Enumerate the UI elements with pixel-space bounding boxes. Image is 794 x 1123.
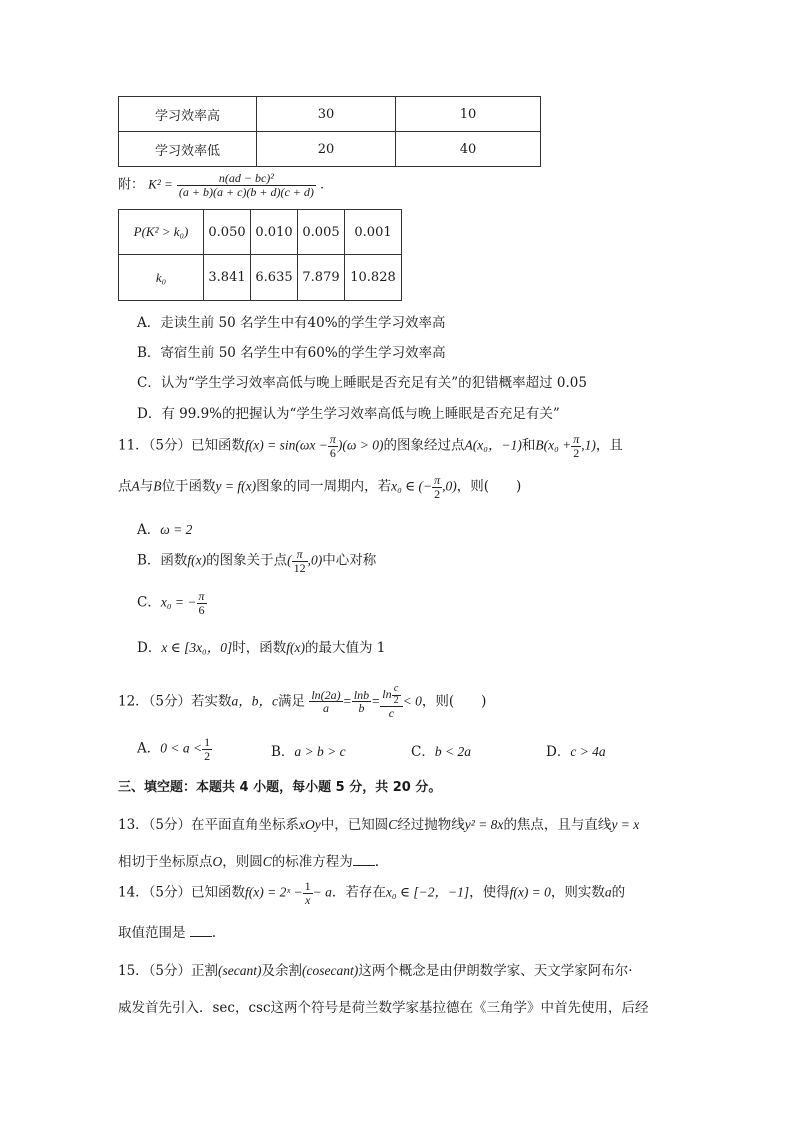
one-over-x <box>303 880 313 906</box>
cell-value: 20 <box>257 132 396 167</box>
q15-c: 这两个概念是由伊朗数学家、天文学家阿布尔· <box>358 963 633 979</box>
opt-math: x₀ = − <box>160 594 197 610</box>
opt-label: A． <box>137 740 161 757</box>
frac-den: 12 <box>293 560 306 575</box>
q11-stem-line1 <box>118 433 623 459</box>
q11-l2-mid: 位于函数 <box>161 478 216 495</box>
opt-tail: 中心对称 <box>322 552 377 569</box>
opt-label: A． <box>137 522 161 538</box>
section-heading: 三、填空题：本题共 4 小题，每小题 5 分，共 20 分。 <box>118 780 442 795</box>
pi-over-2 <box>432 474 442 500</box>
opt-math: 0 < a < <box>160 740 203 756</box>
opt-label: B． <box>271 744 295 760</box>
opt-math: a > b > c <box>294 744 346 759</box>
func-b: − a <box>312 884 332 900</box>
opt-mid: 时，函数 <box>232 640 287 656</box>
q11-option-d <box>137 636 385 656</box>
formula-lhs: K² = <box>148 176 173 192</box>
point-b-pre: B(x₀ + <box>535 437 572 453</box>
q11-yu: 与 <box>139 478 154 495</box>
x0-range: x₀ ∈ [−2，−1] <box>385 884 470 900</box>
section-title <box>118 776 441 795</box>
q14-line2 <box>118 921 216 941</box>
formula-numerator: n(ad − bc)² <box>218 171 274 185</box>
q14-a: 14．（5分）已知函数 <box>118 884 246 901</box>
opt-tail: 的最大值为 1 <box>305 640 386 656</box>
opt-math: c > 4a <box>570 744 606 759</box>
frac-den: 2 <box>571 446 581 460</box>
q11-l2-pre: 点 <box>118 478 132 495</box>
pi-over-6 <box>197 590 207 616</box>
k-value: 10.828 <box>345 255 402 301</box>
frac-den: a <box>309 701 342 715</box>
q11-and: 和 <box>521 437 536 454</box>
q15-b: 及余割 <box>261 963 303 979</box>
q11-option-a <box>137 518 192 538</box>
q12-stem <box>118 684 486 720</box>
frac-num: 1 <box>304 879 311 893</box>
opt-label: B．函数 <box>137 552 188 569</box>
circle-c: C <box>262 854 272 869</box>
origin-o: O <box>212 854 223 869</box>
k2-formula <box>118 172 324 198</box>
frac-lnc2 <box>380 684 402 720</box>
q10-option-d: D．有 99.9%的把握认为“学生学习效率高低与晚上睡眠是否充足有关” <box>137 406 560 422</box>
cell-value: 10 <box>396 97 541 132</box>
table-row <box>119 132 541 167</box>
frac-num: π <box>573 432 580 446</box>
opt-label: C． <box>137 594 161 611</box>
point-b-post: ,1) <box>581 437 596 453</box>
frac-den: c <box>380 706 402 720</box>
q14-d: ，则实数 <box>550 884 605 901</box>
efficiency-table <box>118 96 541 167</box>
row-label: 学习效率低 <box>119 132 257 167</box>
k-value: 6.635 <box>251 255 298 301</box>
q12-mid: 满足 <box>278 693 306 710</box>
q11-cond: )(ω > 0) <box>337 437 384 453</box>
q11-option-c <box>137 590 207 616</box>
cell-value: 30 <box>257 97 396 132</box>
pi-over-6 <box>328 433 338 459</box>
opt-math: x ∈ [3x₀，0] <box>161 640 233 655</box>
q12-prefix: 12．（5分）若实数 <box>118 693 232 710</box>
q10-option-c: C．认为“学生学习效率高低与晚上睡眠是否充足有关”的犯错概率超过 0.05 <box>137 375 587 391</box>
ln: ln <box>382 686 392 701</box>
x0-in: x₀ ∈ (− <box>391 478 433 494</box>
one-half <box>202 736 212 762</box>
q10-option-b: B．寄宿生前 50 名学生中有60%的学生学习效率高 <box>137 345 446 361</box>
appendix-label: 附： <box>118 177 145 193</box>
formula-end: . <box>320 177 325 193</box>
frac-den: b <box>352 701 371 715</box>
cell-value: 40 <box>396 132 541 167</box>
table-row <box>119 255 402 301</box>
opt-mid: 的图象关于点 <box>206 552 288 569</box>
q15-a: 15．（5分）正割 <box>118 963 219 979</box>
fx-eq-0: f(x) = 0 <box>509 884 551 900</box>
c-over-2 <box>392 684 401 706</box>
frac-den: 6 <box>197 603 207 617</box>
q12-option-a <box>137 736 212 762</box>
opt-label: D． <box>546 744 571 760</box>
paren-close: ,0) <box>307 552 323 568</box>
frac-num: lnb <box>353 687 370 702</box>
row-label: 学习效率高 <box>119 97 257 132</box>
equals: = <box>371 693 381 709</box>
q13-f: ，则圆 <box>222 854 263 870</box>
opt-math: b < 2a <box>434 744 471 759</box>
q15-line2 <box>118 996 649 1016</box>
q14-f: 取值范围是 <box>118 925 186 941</box>
p-value: 0.001 <box>345 210 402 255</box>
frac-num: 1 <box>204 735 211 749</box>
p-value: 0.050 <box>204 210 251 255</box>
fx: f(x) <box>286 640 305 655</box>
equals: = <box>342 693 352 709</box>
k-value: 3.841 <box>204 255 251 301</box>
p-value: 0.010 <box>251 210 298 255</box>
q13-g: 的标准方程为 <box>271 854 353 870</box>
func-a: f(x) = 2ˣ − <box>245 884 303 900</box>
table-row <box>119 210 402 255</box>
secant: (secant) <box>218 963 262 978</box>
opt-label: C． <box>411 744 435 760</box>
q12-option-d <box>546 740 606 760</box>
q14-line1 <box>118 880 625 906</box>
frac-den: 2 <box>204 748 211 763</box>
q11-mid: 的图象经过点 <box>383 437 465 454</box>
q14-e: 的 <box>611 884 626 901</box>
pi-over-12 <box>292 548 308 574</box>
xoy: xOy <box>299 817 321 832</box>
circle-c: C <box>388 817 398 832</box>
frac-den: 2 <box>393 694 399 706</box>
q13-c: 经过抛物线 <box>397 817 465 833</box>
interval-end: ,0) <box>442 478 457 494</box>
q10-option-a: A．走读生前 50 名学生中有40%的学生学习效率高 <box>137 315 446 331</box>
opt-math: ω = 2 <box>160 522 193 537</box>
critical-value-table <box>118 209 402 301</box>
k-value: 7.879 <box>298 255 345 301</box>
q15-line1 <box>118 959 633 979</box>
q13-e: 相切于坐标原点 <box>118 854 213 870</box>
q11-option-b <box>137 548 376 574</box>
frac-num: ln(2a) <box>311 687 341 702</box>
q13-line2 <box>118 850 379 870</box>
frac-num: π <box>434 473 441 487</box>
table-row <box>119 97 541 132</box>
q13-a: 13．（5分）在平面直角坐标系 <box>118 817 300 833</box>
frac-num: π <box>329 432 336 446</box>
parabola: y² = 8x <box>464 817 504 832</box>
q11-l2-tail: ，则( ) <box>456 478 522 495</box>
q13-end: . <box>374 854 380 870</box>
frac-den: x <box>303 893 313 907</box>
q13-line1 <box>118 813 639 833</box>
opt-label: D． <box>137 640 162 656</box>
q11-l2-mid2: 图象的同一周期内，若 <box>256 478 392 495</box>
formula-denominator: (a + b)(a + c)(b + d)(c + d) <box>178 184 314 199</box>
cosecant: (cosecant) <box>302 963 359 978</box>
var-b: B <box>153 478 162 494</box>
var-a: A <box>131 478 140 494</box>
point-a: A(x₀，−1) <box>464 437 522 453</box>
q13-d: 的焦点，且与直线 <box>503 817 612 833</box>
y-eq-fx: y = f(x) <box>215 478 257 494</box>
line-y-x: y = x <box>611 817 640 832</box>
frac-ln2a <box>309 689 342 715</box>
answer-blank[interactable] <box>190 935 212 937</box>
pi-over-2 <box>571 433 581 459</box>
frac-den: 6 <box>328 446 338 460</box>
q12-tail: ，则( ) <box>421 693 487 710</box>
q14-end: . <box>211 925 217 941</box>
q14-c: ，使得 <box>469 884 510 901</box>
q11-tail: ，且 <box>595 437 623 454</box>
q11-prefix: 11．（5分）已知函数 <box>118 437 246 454</box>
q13-b: 中，已知圆 <box>320 817 389 833</box>
answer-blank[interactable] <box>353 864 375 866</box>
frac-den: 2 <box>432 487 442 501</box>
frac-num: π <box>198 589 205 603</box>
frac-num: c <box>393 683 399 694</box>
row-header: k₀ <box>119 255 204 301</box>
less-than-zero: < 0 <box>402 693 422 709</box>
q11-stem-line2 <box>118 474 521 500</box>
q12-vars: a，b，c <box>231 693 279 709</box>
paren-open: ( <box>287 552 292 568</box>
fx: f(x) <box>187 552 207 568</box>
frac-lnb <box>352 689 371 715</box>
q11-func: f(x) = sin(ωx − <box>245 437 328 453</box>
formula-fraction <box>177 172 316 198</box>
frac-num: π <box>296 547 303 561</box>
frac-num <box>380 684 402 706</box>
q12-option-c <box>411 740 471 760</box>
var-a: a <box>604 884 612 900</box>
q12-option-b <box>271 740 346 760</box>
q15-d: 威发首先引入．sec，csc这两个符号是荷兰数学家基拉德在《三角学》中首先使用，后经 <box>118 1000 649 1016</box>
row-header: P(K² > k₀) <box>119 210 204 255</box>
p-value: 0.005 <box>298 210 345 255</box>
q14-b: ．若存在 <box>331 884 386 901</box>
